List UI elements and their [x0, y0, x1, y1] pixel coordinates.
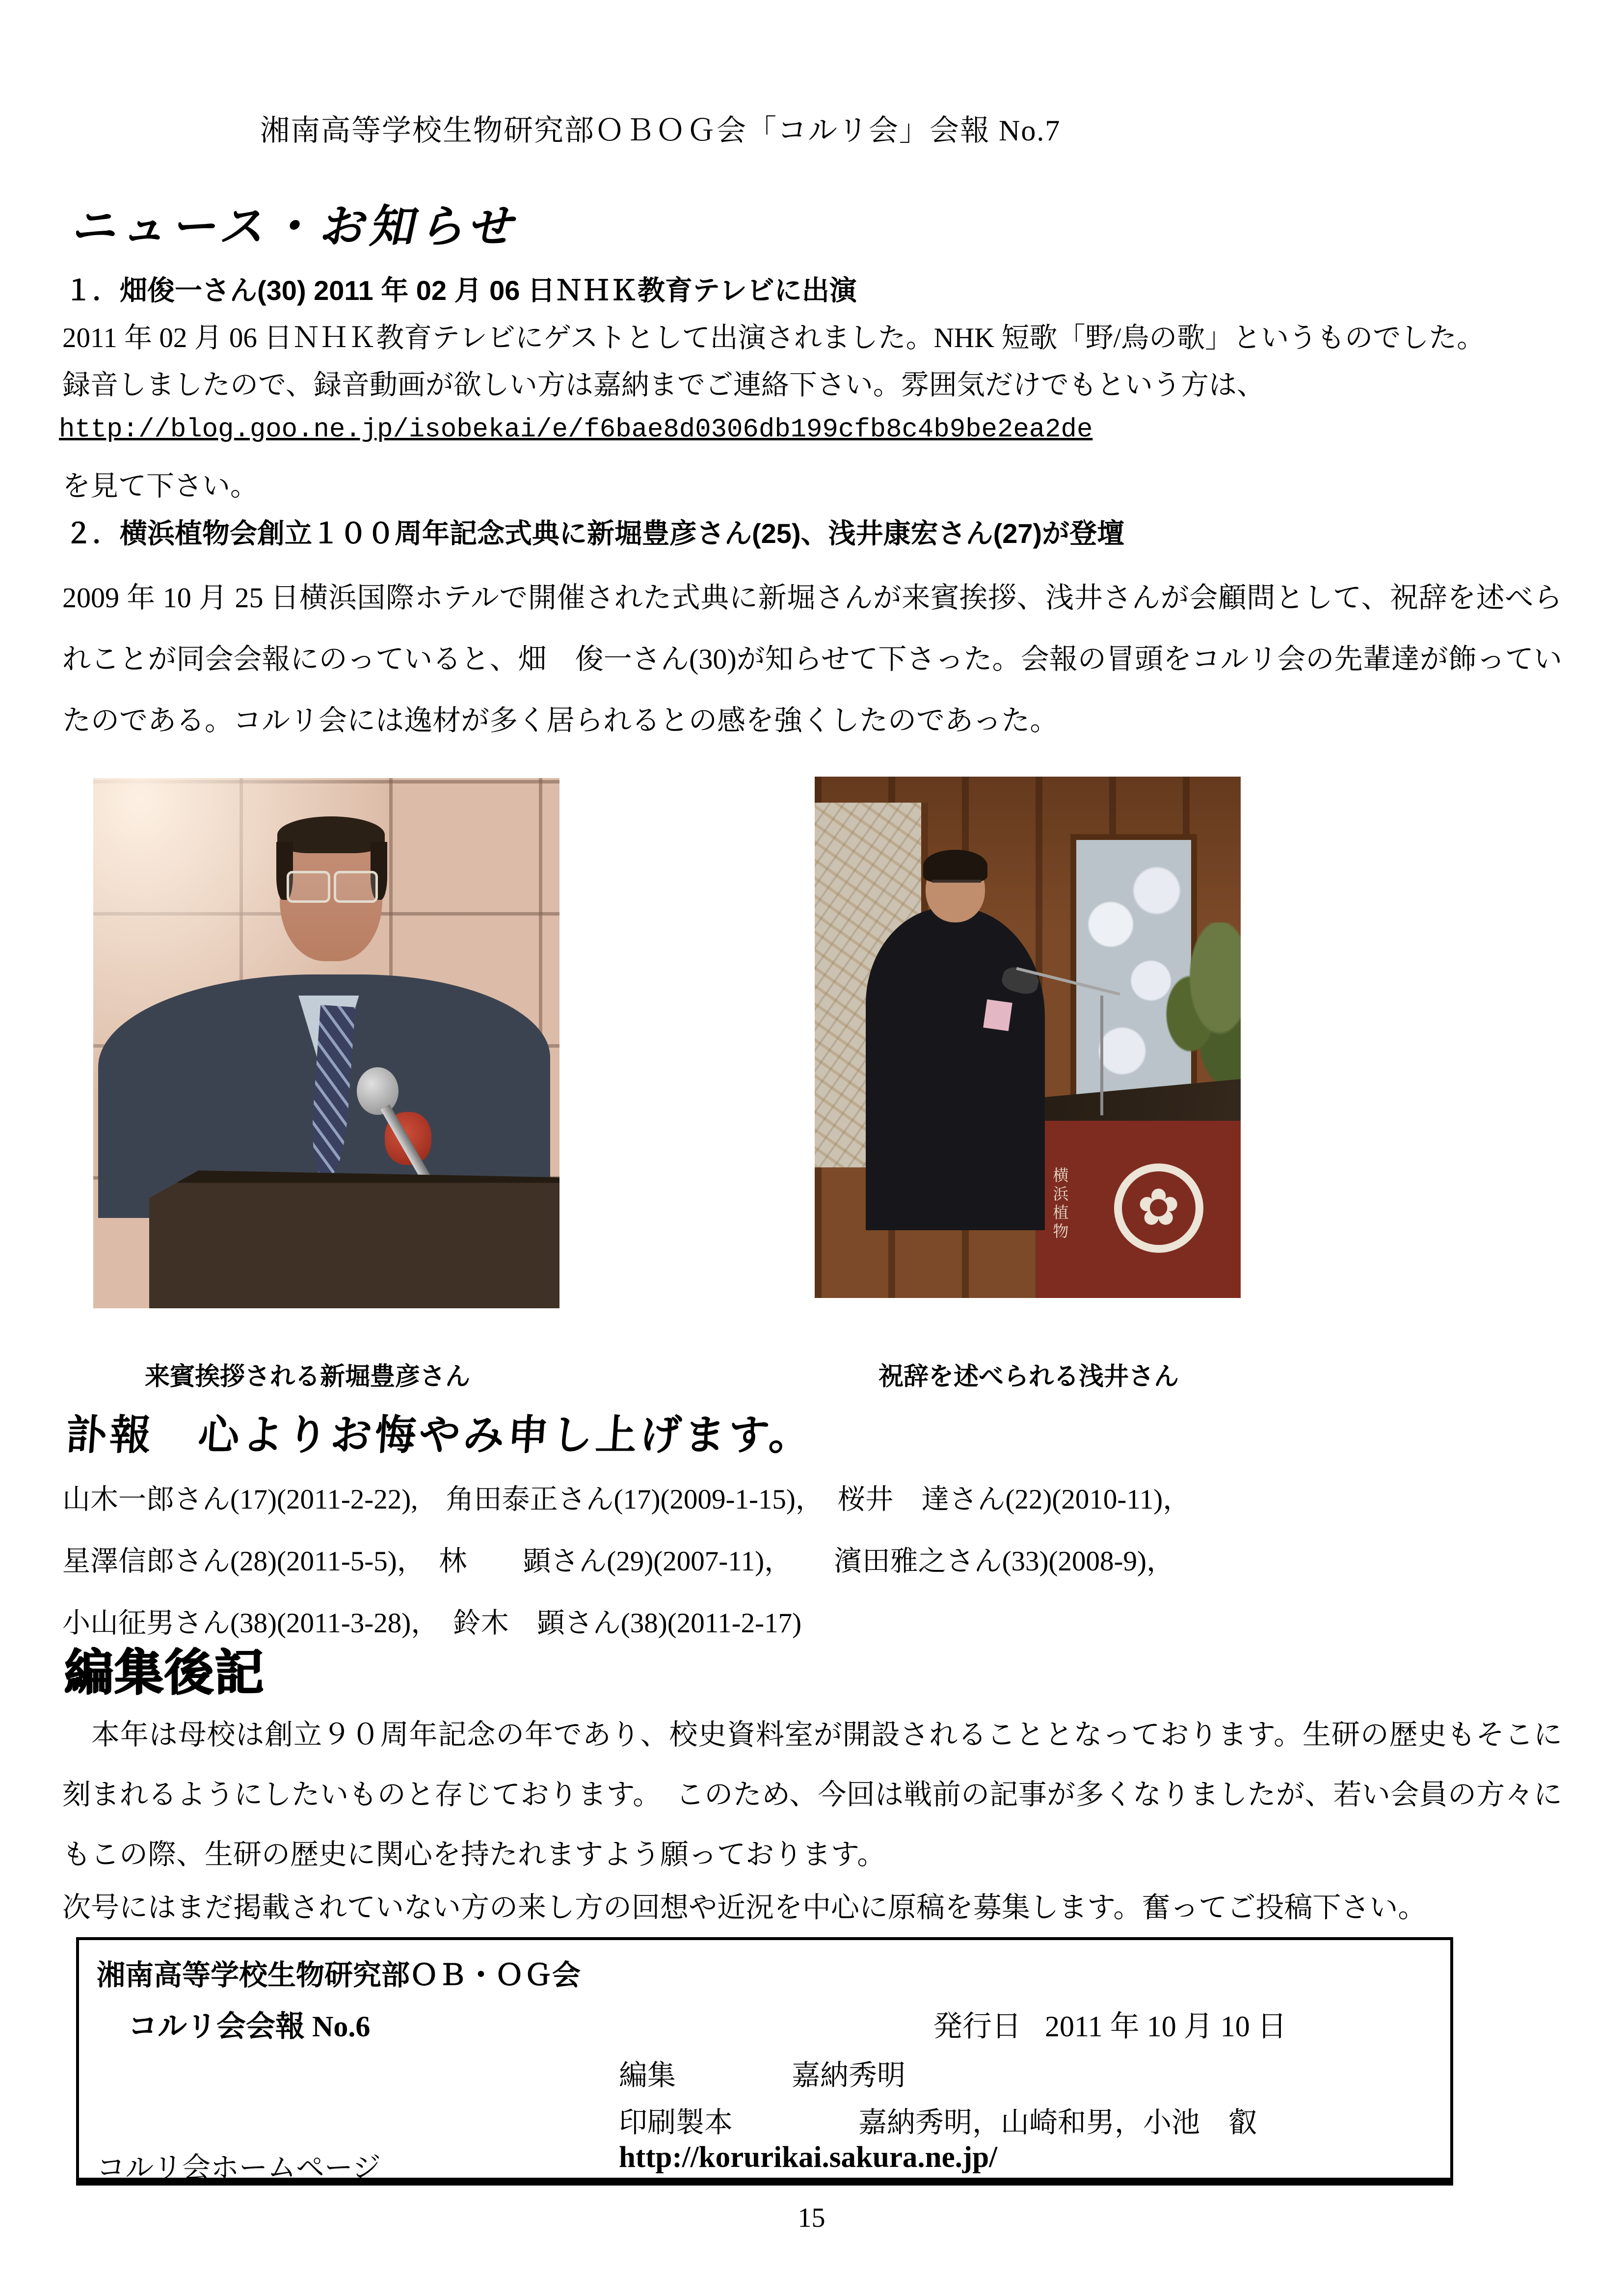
- photo-right-plant: [1151, 922, 1241, 1105]
- obituary-line: 小山征男さん(38)(2011-3-28)， 鈴木 顕さん(38)(2011-2-17): [62, 1608, 802, 1639]
- photo-left-caption: 来賓挨拶される新堀豊彦さん: [145, 1362, 471, 1390]
- homepage-label: コルリ会ホームページ: [97, 2152, 381, 2184]
- issue-date-value: 2011 年 10 月 10 日: [1045, 2010, 1287, 2043]
- printing-label: 印刷製本: [619, 2107, 733, 2138]
- photo-right-podium-banner: [1036, 1121, 1241, 1298]
- photo-right-pocket-square: [983, 999, 1012, 1031]
- news-section-heading: ニュース・お知らせ: [68, 200, 527, 253]
- photo-right-banner-text: 横浜植物: [1051, 1166, 1069, 1242]
- photo-right-hair: [923, 850, 987, 882]
- obituary-heading: 訃報 心よりお悔やみ申し上げます。: [64, 1410, 815, 1459]
- glasses-icon: [287, 871, 377, 903]
- glasses-icon: [932, 880, 981, 883]
- editor-label: 編集: [619, 2059, 676, 2091]
- page-number: 15: [798, 2203, 825, 2233]
- printing-value: 嘉納秀明，山崎和男，小池 叡: [858, 2107, 1257, 2138]
- photo-right-speaker: [815, 777, 1241, 1298]
- issue-date-label: 発行日: [933, 2010, 1021, 2043]
- photo-right-suit: [866, 907, 1045, 1230]
- colophon-editor: [619, 2052, 906, 2093]
- microphone-stand: [1100, 996, 1103, 1115]
- photo-left-hair: [277, 816, 385, 854]
- editors-note-para1: 本年は母校は創立９０周年記念の年であり、校史資料室が開設されることとなっております。生研の歴史もそこに刻まれるようにしたいものと存じております。 このため、今回は戦前の記事が多くなりましたが、若い会員の方々にもこの際、生研の歴史に関心を持たれますよう願っております。: [62, 1719, 1562, 1870]
- news-item1-title: １．畑俊一さん(30) 2011 年 02 月 06 日ＮＨＫ教育テレビに出演: [65, 275, 857, 306]
- colophon-organization: 湘南高等学校生物研究部ＯＢ・ＯＧ会: [97, 1959, 581, 1991]
- editors-note-para2: 次号にはまだ掲載されていない方の来し方の回想や近況を中心に原稿を募集します。奮ってご投稿下さい。: [62, 1891, 1427, 1923]
- flower-emblem-icon: ✿: [1114, 1163, 1203, 1253]
- news-item1-line2: 録音しましたので、録音動画が欲しい方は嘉納までご連絡下さい。雰囲気だけでもという方は、: [62, 370, 1265, 401]
- photo-left-speaker: [93, 778, 559, 1308]
- page-header-title: 湘南高等学校生物研究部ＯＢＯＧ会「コルリ会」会報 No.7: [260, 114, 1061, 147]
- blog-url-link[interactable]: http://blog.goo.ne.jp/isobekai/e/f6bae8d0306db199cfb8c4b9be2ea2de: [59, 415, 1093, 445]
- news-item2-title: ２．横浜植物会創立１００周年記念式典に新堀豊彦さん(25)、浅井康宏さん(27)が登壇: [65, 518, 1125, 549]
- news-item1-line3: を見て下さい。: [62, 471, 258, 502]
- colophon-box: [76, 1937, 1453, 2186]
- obituary-line: 星澤信郎さん(28)(2011-5-5)， 林 顕さん(29)(2007-11)， 濱田雅之さん(33)(2008-9)，: [62, 1546, 1174, 1577]
- microphone-icon: [357, 1067, 399, 1115]
- news-item2-body: 2009 年 10 月 25 日横浜国際ホテルで開催された式典に新堀さんが来賓挨拶、浅井さんが会顧問として、祝辞を述べられことが同会会報にのっていると、畑 俊一さん(30)が知らせて下さった。会報の冒頭をコルリ会の先輩達が飾っていたのである。コルリ会には逸材が多く居られるとの感を強くしたのであった。: [62, 582, 1562, 736]
- colophon-issue: [933, 2003, 1287, 2045]
- photo-right-caption: 祝辞を述べられる浅井さん: [878, 1362, 1179, 1390]
- news-item1-line1: 2011 年 02 月 06 日ＮＨＫ教育テレビにゲストとして出演されました。NHK 短歌「野/鳥の歌」というものでした。: [62, 323, 1485, 353]
- editor-value: 嘉納秀明: [792, 2059, 906, 2091]
- obituary-list: [62, 1469, 1191, 1654]
- homepage-url: http://korurikai.sakura.ne.jp/: [619, 2141, 998, 2174]
- colophon-printing: [619, 2099, 1257, 2140]
- editors-note-heading: 編集後記: [64, 1643, 264, 1701]
- colophon-bulletin-title: コルリ会会報 No.6: [128, 2010, 371, 2043]
- obituary-line: 山木一郎さん(17)(2011-2-22), 角田泰正さん(17)(2009-1-15)， 桜井 達さん(22)(2010-11)，: [62, 1484, 1191, 1515]
- photo-left-podium: [149, 1170, 559, 1308]
